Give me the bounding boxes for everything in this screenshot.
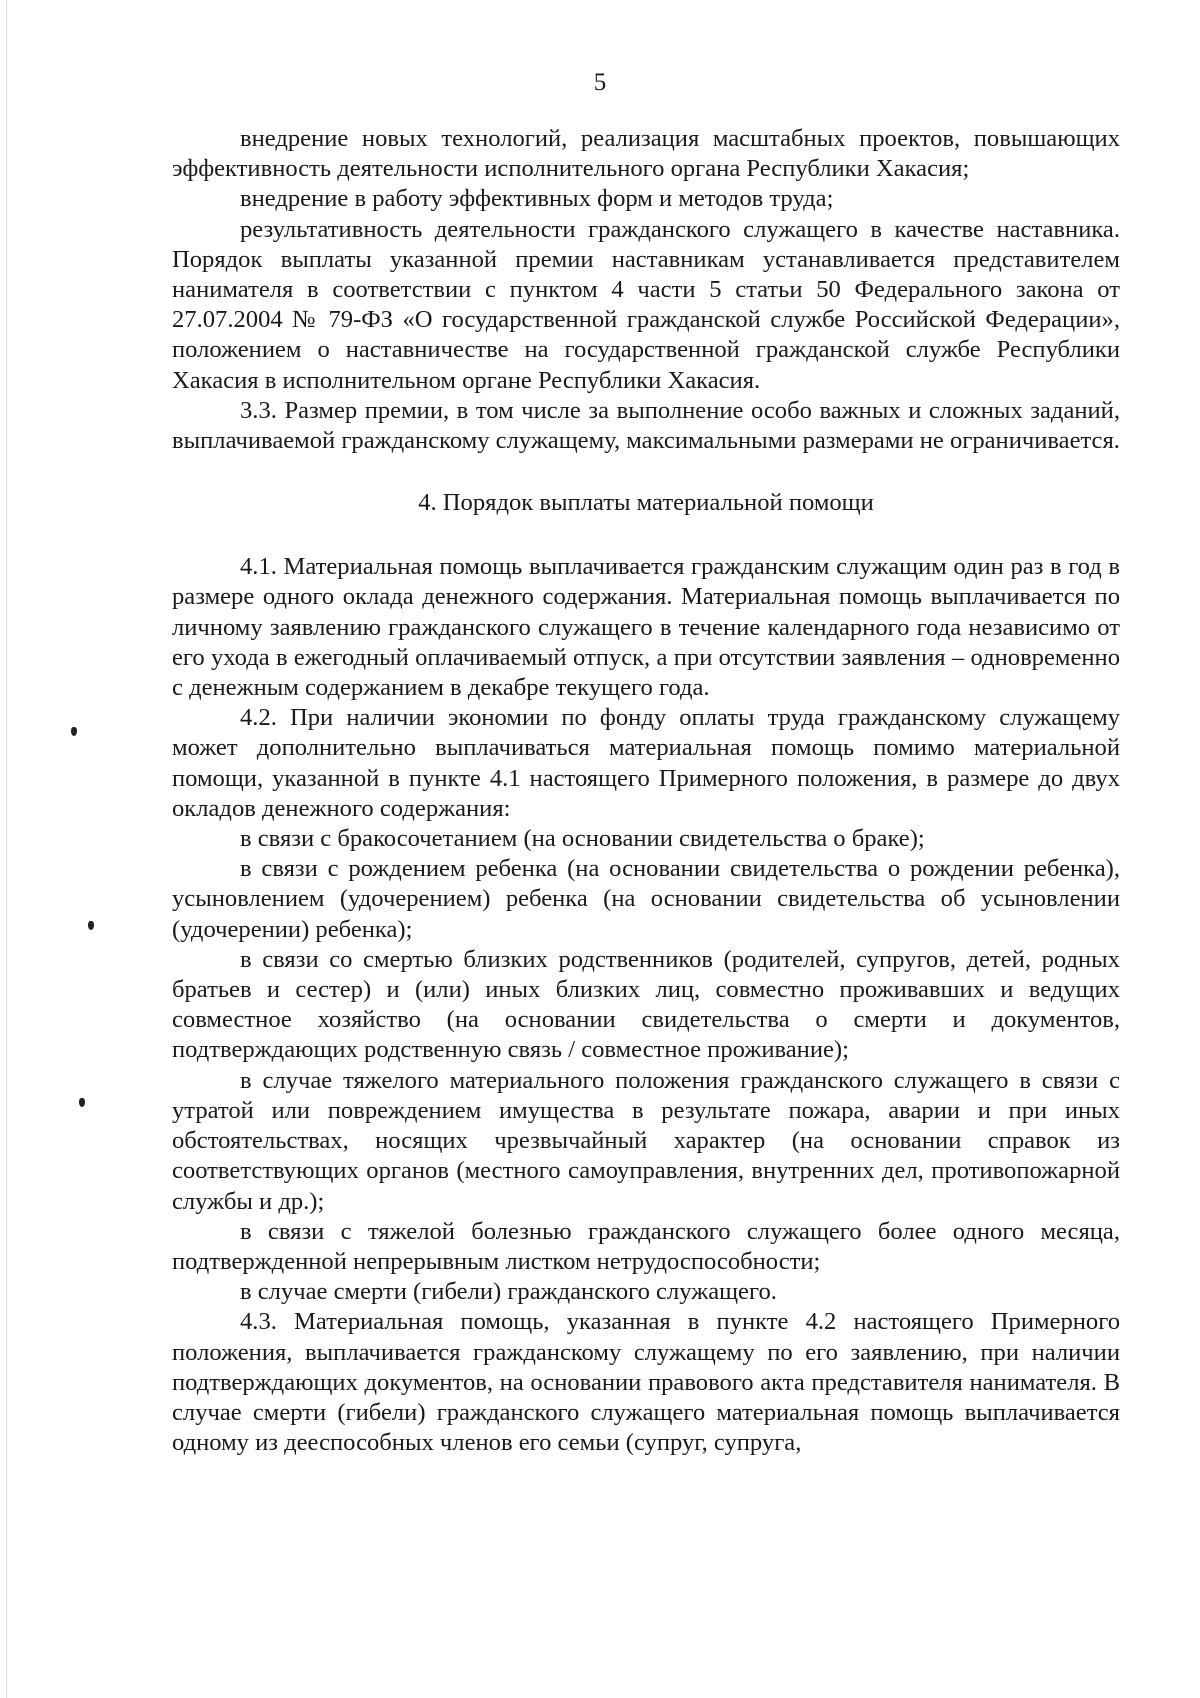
list-item: в случае смерти (гибели) гражданского служащего.	[240, 1278, 777, 1306]
page-number: 5	[593, 69, 607, 96]
paragraph: внедрение новых технологий, реализация масштабных проектов, повышающих эффективность деятельности исполнительного органа Республики Хакасия;	[172, 125, 1120, 183]
paragraph: 4.1. Материальная помощь выплачивается гражданским служащим один раз в год в размере одного оклада денежного содержания. Материальная помощь выплачивается по личному заявлению гражданского служащего в течение календарного года независимо от его ухода в ежегодный оплачиваемый отпуск, а при отсутствии заявления – одновременно с денежным содержанием в декабре текущего года.	[172, 553, 1120, 702]
list-item: в связи с рождением ребенка (на основании свидетельства о рождении ребенка), усыновлением (удочерением) ребенка (на основании свидетельства об усыновлении (удочерении) ребенка);	[172, 855, 1120, 943]
punch-hole-mark	[79, 1098, 85, 1107]
punch-hole-mark	[71, 727, 77, 736]
list-item: в связи с бракосочетанием (на основании свидетельства о браке);	[240, 825, 925, 853]
paragraph: 4.2. При наличии экономии по фонду оплаты труда гражданскому служащему может дополнительно выплачиваться материальная помощь помимо материальной помощи, указанной в пункте 4.1 настоящего Примерного положения, в размере до двух окладов денежного содержания:	[172, 704, 1120, 822]
punch-hole-mark	[88, 921, 94, 930]
paragraph: 4.3. Материальная помощь, указанная в пункте 4.2 настоящего Примерного положения, выплачивается гражданскому служащему по его заявлению, при наличии подтверждающих документов, на основании правового акта представителя нанимателя. В случае смерти (гибели) гражданского служащего материальная помощь выплачивается одному из дееспособных членов его семьи (супруг, супруга,	[172, 1308, 1120, 1457]
document-body	[172, 124, 1120, 1458]
list-item: в связи с тяжелой болезнью гражданского служащего более одного месяца, подтвержденной непрерывным листком нетрудоспособности;	[172, 1217, 1120, 1275]
list-item: в случае тяжелого материального положения гражданского служащего в связи с утратой или повреждением имущества в результате пожара, аварии и при иных обстоятельствах, носящих чрезвычайный характер (на основании справок из соответствующих органов (местного самоуправления, внутренних дел, противопожарной службы и др.);	[172, 1066, 1120, 1215]
paragraph: внедрение в работу эффективных форм и методов труда;	[240, 185, 834, 213]
paragraph: результативность деятельности гражданского служащего в качестве наставника. Порядок выплаты указанной премии наставникам устанавливается представителем нанимателя в соответствии с пунктом 4 части 5 статьи 50 Федерального закона от 27.07.2004 № 79-ФЗ «О государственной гражданской службе Российской Федерации», положением о наставничестве на государственной гражданской службе Республики Хакасия в исполнительном органе Республики Хакасия.	[172, 215, 1120, 394]
paragraph: 3.3. Размер премии, в том числе за выполнение особо важных и сложных заданий, выплачиваемой гражданскому служащему, максимальными размерами не ограничивается.	[172, 396, 1120, 455]
section-heading: 4. Порядок выплаты материальной помощи	[418, 489, 874, 517]
list-item: в связи со смертью близких родственников (родителей, супругов, детей, родных братьев и сестер) и (или) иных близких лиц, совместно проживавших и ведущих совместное хозяйство (на основании свидетельства о смерти и документов, подтверждающих родственную связь / совместное проживание);	[172, 945, 1120, 1064]
scan-edge-line	[6, 0, 7, 1698]
